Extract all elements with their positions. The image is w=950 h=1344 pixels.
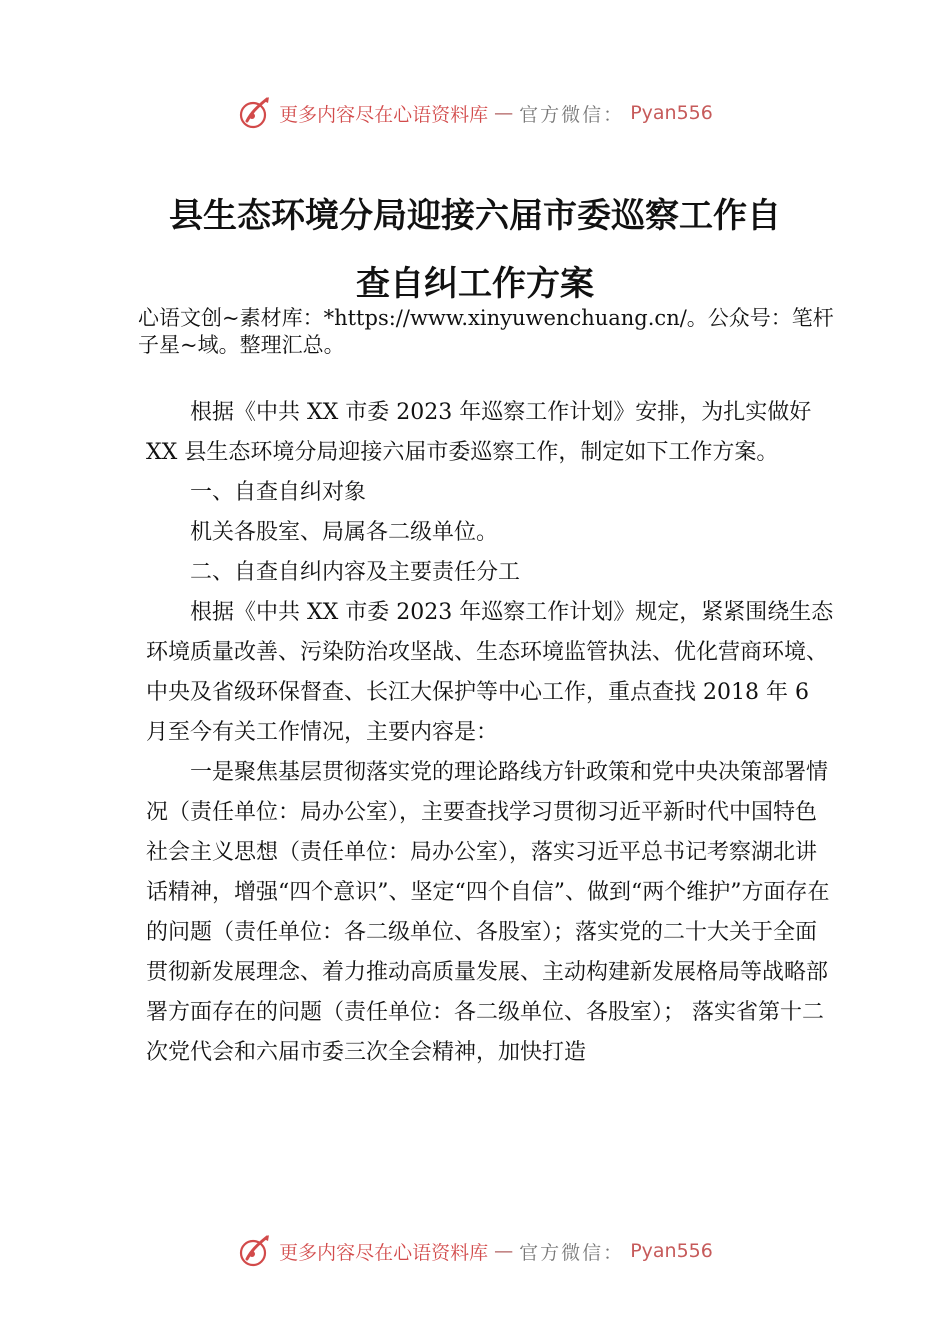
watermark-brand: 更多内容尽在心语资料库	[279, 103, 489, 126]
watermark-label: 官方微信：	[519, 1241, 625, 1264]
section-heading-1: 一、自查自纠对象	[190, 480, 367, 505]
watermark-wechat-id: Pyan556	[630, 102, 713, 124]
watermark-wechat-id: Pyan556	[630, 1240, 713, 1262]
watermark-brand: 更多内容尽在心语资料库	[279, 1241, 489, 1264]
footer-watermark	[0, 1231, 950, 1271]
header-watermark	[0, 93, 950, 133]
paragraph-item-1: 一是聚焦基层贯彻落实党的理论路线方针政策和党中央决策部署情况（责任单位：局办公室），主要查找学习贯彻习近平新时代中国特色社会主义思想（责任单位：局办公室），落实习近平总书记考察湖北讲话精神，增强“四个意识”、坚定“四个自信”、做到“两个维护”方面存在的问题（责任单位：各二级单位、各股室）；落实党的二十大关于全面贯彻新发展理念、着力推动高质量发展、主动构建新发展格局等战略部署方面存在的问题（责任单位：各二级单位、各股室）； 落实省第十二次党代会和六届市委三次全会精神，加快打造	[146, 760, 830, 1065]
document-body	[146, 393, 836, 1073]
brush-logo-icon	[237, 1233, 273, 1269]
section-heading-2: 二、自查自纠内容及主要责任分工	[190, 560, 521, 585]
brush-logo-icon	[237, 95, 273, 131]
document-title-line-1: 县生态环境分局迎接六届市委巡察工作自	[169, 196, 781, 236]
paragraph-scope: 根据《中共 XX 市委 2023 年巡察工作计划》规定，紧紧围绕生态环境质量改善、污染防治攻坚战、生态环境监管执法、优化营商环境、中央及省级环保督查、长江大保护等中心工作，重点查找 2018 年 6 月至今有关工作情况，主要内容是：	[146, 600, 834, 745]
watermark-separator: —	[494, 1240, 514, 1262]
paragraph-targets: 机关各股室、局属各二级单位。	[190, 520, 499, 545]
document-title-line-2: 查自纠工作方案	[356, 264, 594, 304]
watermark-label: 官方微信：	[519, 103, 625, 126]
watermark-separator: —	[494, 102, 514, 124]
source-note: 心语文创~素材库：*https://www.xinyuwenchuang.cn/。公众号：笔杆子星~域。整理汇总。	[138, 306, 834, 357]
paragraph-intro: 根据《中共 XX 市委 2023 年巡察工作计划》安排，为扎实做好 XX 县生态环境分局迎接六届市委巡察工作，制定如下工作方案。	[146, 400, 812, 465]
